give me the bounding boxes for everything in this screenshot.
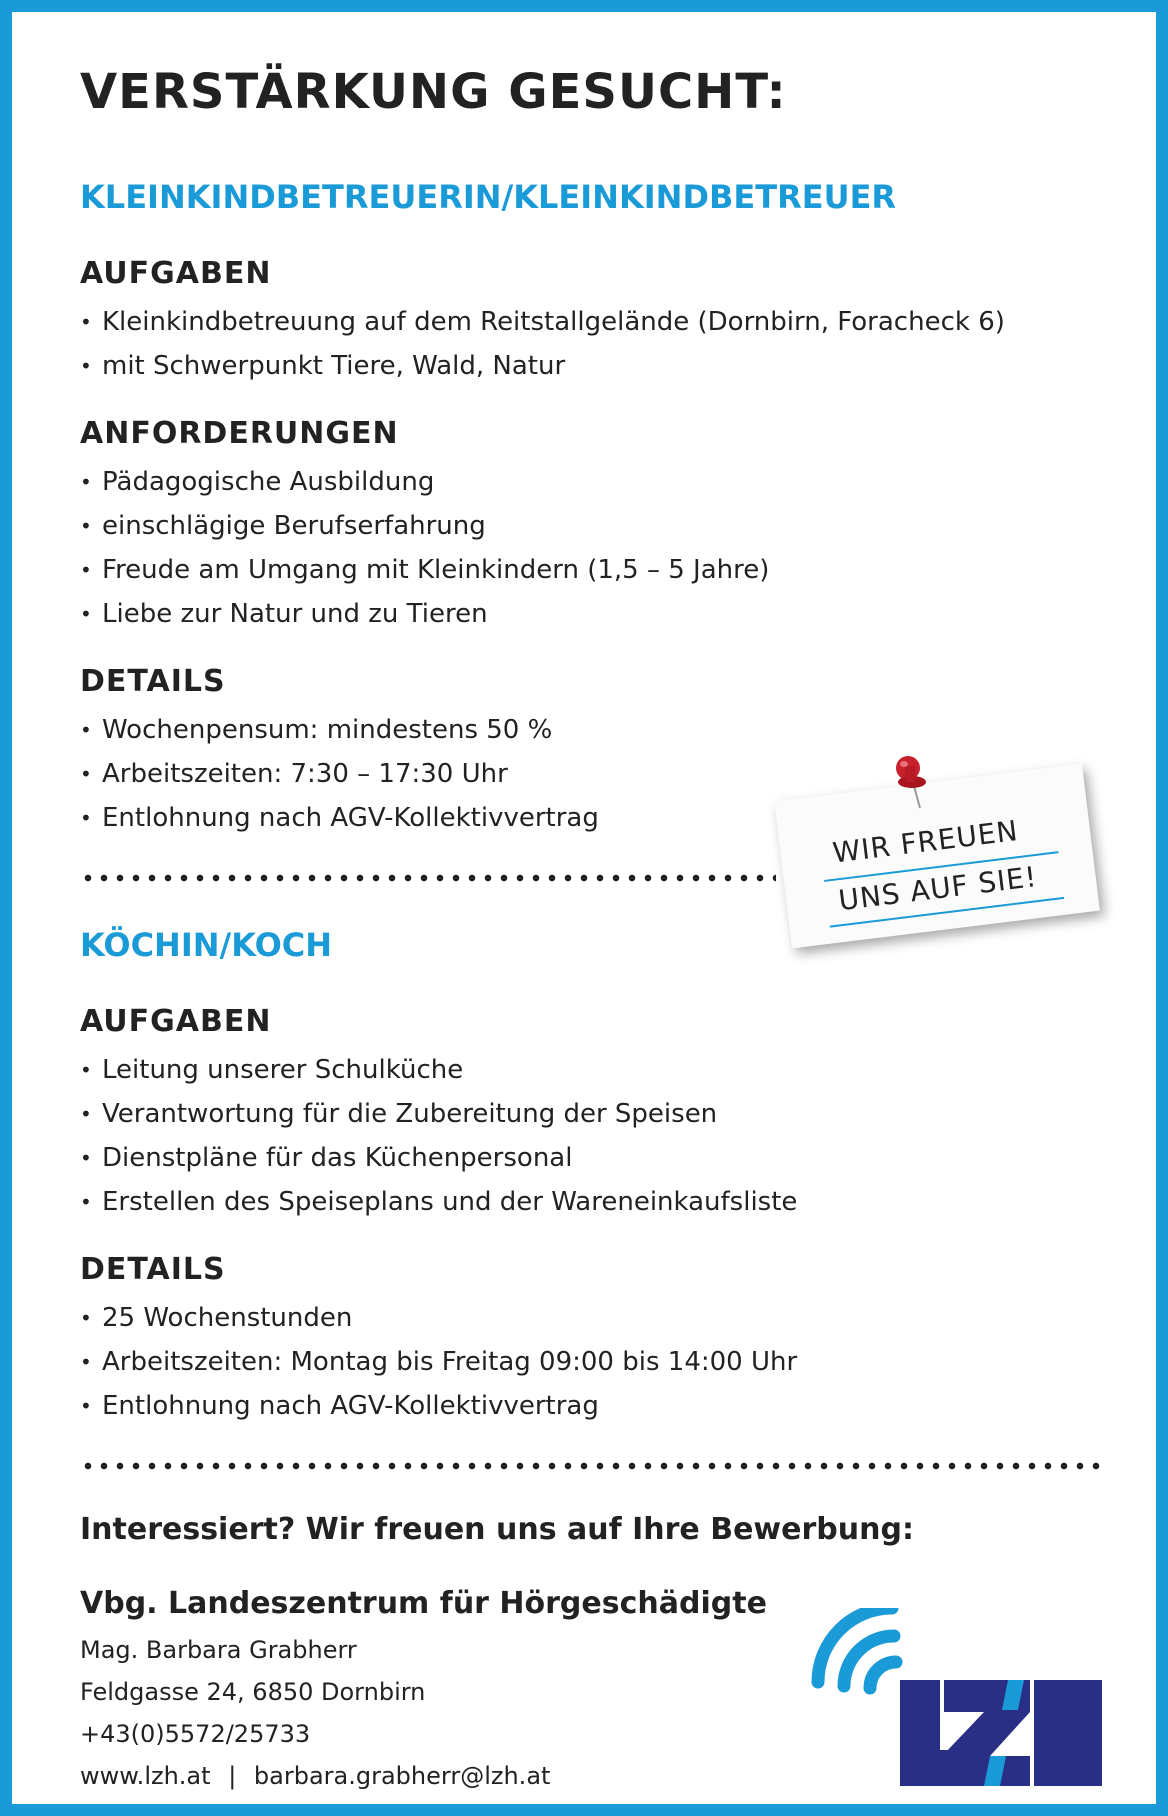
list-item: • Pädagogische Ausbildung — [80, 460, 769, 504]
pushpin-icon — [888, 752, 934, 816]
job1-tasks-heading: AUFGABEN — [80, 256, 272, 291]
contact-address: Feldgasse 24, 6850 Dornbirn — [80, 1678, 426, 1706]
website-link[interactable]: www.lzh.at — [80, 1762, 211, 1790]
call-to-action: Interessiert? Wir freuen uns auf Ihre Bewerbung: — [80, 1512, 914, 1547]
lzh-logo — [804, 1608, 1104, 1794]
job1-requirements-list — [80, 460, 769, 636]
job1-details-heading: DETAILS — [80, 664, 226, 699]
job2-details-heading: DETAILS — [80, 1252, 226, 1287]
job1-requirements-heading: ANFORDERUNGEN — [80, 416, 399, 451]
wifi-signal-icon — [818, 1608, 896, 1688]
note-line-2: UNS AUF SIE! — [836, 860, 1039, 918]
list-item: • Kleinkindbetreuung auf dem Reitstallgelände (Dornbirn, Foracheck 6) — [80, 300, 1005, 344]
list-item: • Verantwortung für die Zubereitung der Speisen — [80, 1092, 797, 1136]
contact-links — [80, 1762, 550, 1790]
job2-tasks-list — [80, 1048, 797, 1224]
job1-tasks-list — [80, 300, 1005, 388]
list-item: • Liebe zur Natur und zu Tieren — [80, 592, 769, 636]
job1-details-list — [80, 708, 599, 840]
list-item: • einschlägige Berufserfahrung — [80, 504, 769, 548]
email-link[interactable]: barbara.grabherr@lzh.at — [253, 1762, 551, 1790]
list-item: • 25 Wochenstunden — [80, 1296, 797, 1340]
list-item: • Leitung unserer Schulküche — [80, 1048, 797, 1092]
contact-phone: +43(0)5572/25733 — [80, 1720, 311, 1748]
list-item: • Erstellen des Speiseplans und der Wareneinkaufsliste — [80, 1180, 797, 1224]
sticky-note — [774, 764, 1100, 949]
dotted-divider — [80, 1462, 1104, 1470]
job1-title: KLEINKINDBETREUERIN/KLEINKINDBETREUER — [80, 178, 897, 216]
lzh-logo-graphic — [804, 1608, 1104, 1790]
dotted-divider — [80, 874, 776, 882]
job2-details-list — [80, 1296, 797, 1428]
list-item: • mit Schwerpunkt Tiere, Wald, Natur — [80, 344, 1005, 388]
job2-title: KÖCHIN/KOCH — [80, 926, 333, 964]
job2-tasks-heading: AUFGABEN — [80, 1004, 272, 1039]
list-item: • Dienstpläne für das Küchenpersonal — [80, 1136, 797, 1180]
contact-person: Mag. Barbara Grabherr — [80, 1636, 357, 1664]
note-line-1: WIR FREUEN — [830, 814, 1021, 870]
list-item: • Entlohnung nach AGV-Kollektivvertrag — [80, 796, 599, 840]
list-item: • Arbeitszeiten: 7:30 – 17:30 Uhr — [80, 752, 599, 796]
link-separator: | — [228, 1762, 237, 1790]
list-item: • Entlohnung nach AGV-Kollektivvertrag — [80, 1384, 797, 1428]
list-item: • Freude am Umgang mit Kleinkindern (1,5 – 5 Jahre) — [80, 548, 769, 592]
logo-text: LZH — [804, 1608, 806, 1609]
headline: VERSTÄRKUNG GESUCHT: — [80, 64, 787, 120]
organization-name: Vbg. Landeszentrum für Hörgeschädigte — [80, 1586, 767, 1621]
list-item: • Arbeitszeiten: Montag bis Freitag 09:00 bis 14:00 Uhr — [80, 1340, 797, 1384]
list-item: • Wochenpensum: mindestens 50 % — [80, 708, 599, 752]
